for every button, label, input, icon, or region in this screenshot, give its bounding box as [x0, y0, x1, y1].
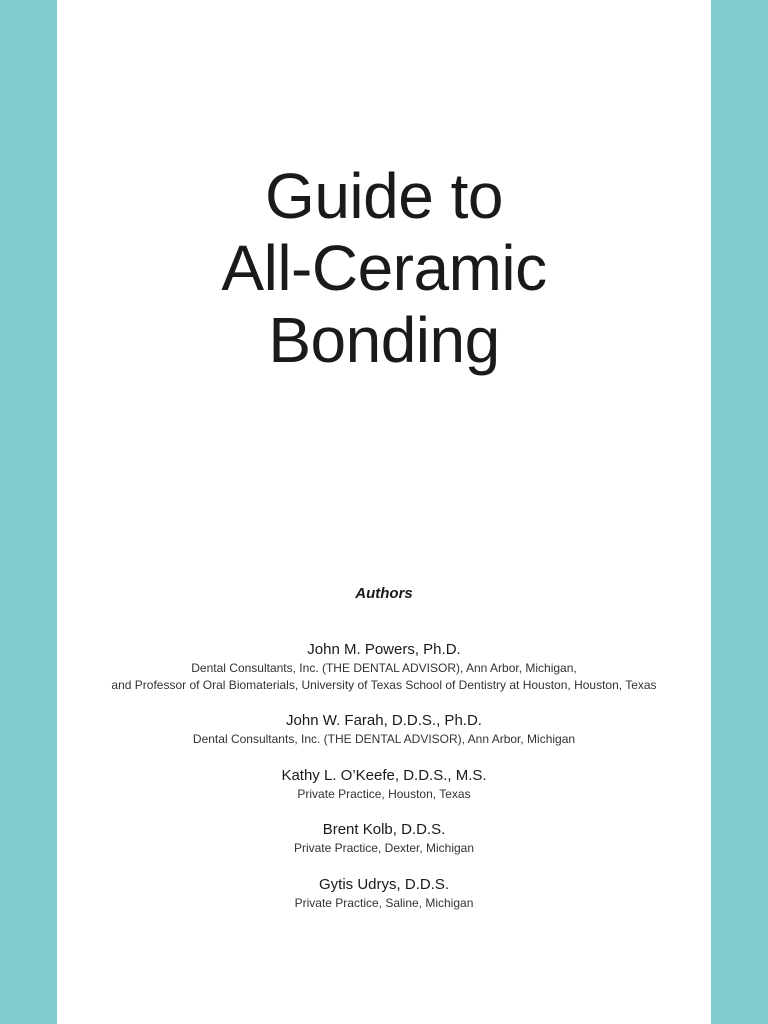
left-border-band — [0, 0, 57, 1024]
author-affiliation: Private Practice, Saline, Michigan — [294, 896, 474, 910]
author-affiliation: Dental Consultants, Inc. (THE DENTAL ADVISOR), Ann Arbor, Michigan — [192, 732, 576, 746]
title-line-1: Guide to — [265, 160, 503, 232]
author-affiliation: Dental Consultants, Inc. (THE DENTAL ADVISOR), Ann Arbor, Michigan, — [191, 661, 577, 675]
authors-heading: Authors — [355, 585, 413, 602]
author-affiliation: and Professor of Oral Biomaterials, University of Texas School of Dentistry at Houston, Houston, Texas — [111, 678, 657, 692]
right-border-band — [711, 0, 768, 1024]
author-block — [57, 766, 711, 803]
author-block — [57, 711, 711, 748]
author-name: Kathy L. O’Keefe, D.D.S., M.S. — [281, 767, 487, 784]
title-line-2: All-Ceramic — [221, 232, 547, 304]
title-line-3: Bonding — [268, 304, 500, 376]
author-name: John M. Powers, Ph.D. — [307, 641, 461, 658]
author-affiliation: Private Practice, Houston, Texas — [297, 787, 471, 801]
author-block — [57, 875, 711, 912]
author-block — [57, 820, 711, 857]
cover-page — [57, 0, 711, 1024]
author-name: John W. Farah, D.D.S., Ph.D. — [286, 712, 482, 729]
book-title — [57, 160, 711, 376]
author-block — [57, 640, 711, 694]
author-affiliation: Private Practice, Dexter, Michigan — [293, 841, 475, 855]
author-name: Gytis Udrys, D.D.S. — [318, 876, 449, 893]
author-name: Brent Kolb, D.D.S. — [322, 821, 446, 838]
